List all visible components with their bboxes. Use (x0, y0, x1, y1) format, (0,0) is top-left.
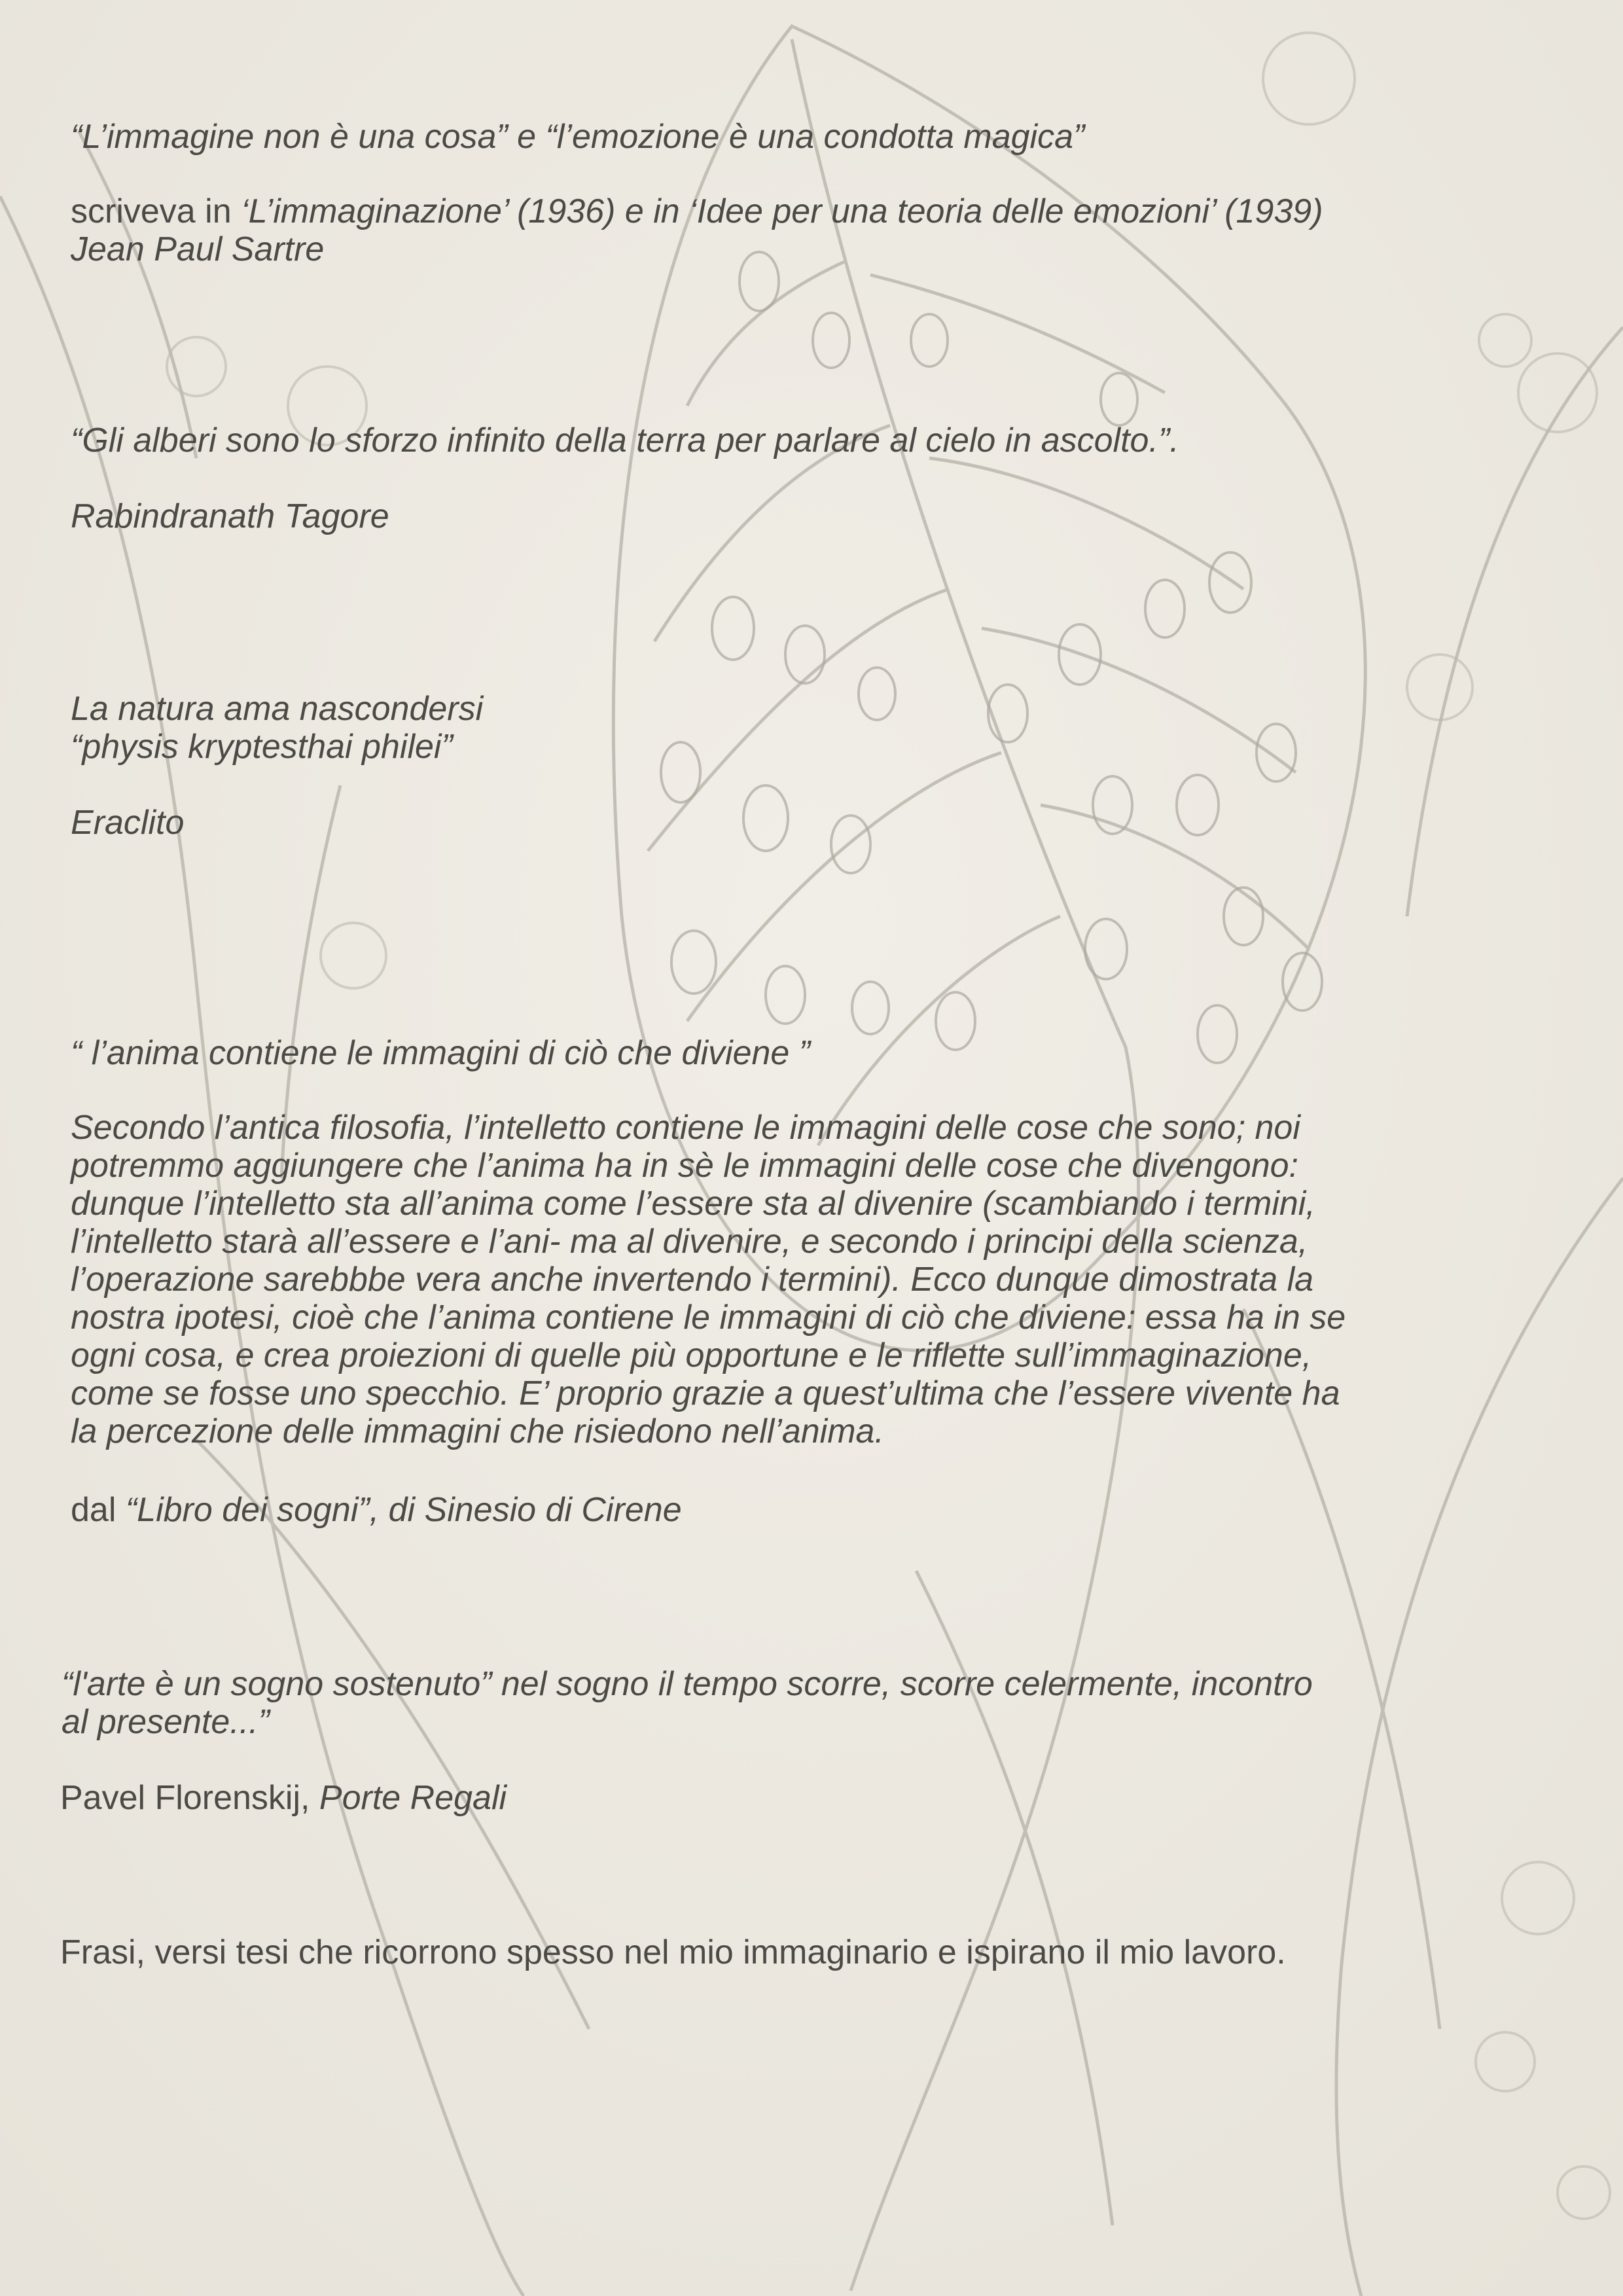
florenskij-author-name: Pavel Florenskij, (60, 1779, 319, 1817)
florenskij-author-work: Porte Regali (319, 1779, 507, 1817)
passage-line: come se fosse uno specchio. E’ proprio grazie a quest’ultima che l’essere vivente ha (71, 1374, 1340, 1412)
tagore-quote: “Gli alberi sono lo sforzo infinito della terra per parlare al cielo in ascolto.”. (71, 422, 1179, 459)
sinesio-source (71, 1491, 682, 1529)
tagore-author: Rabindranath Tagore (71, 497, 389, 535)
sinesio-source-work: “Libro dei sogni”, di Sinesio di Cirene (125, 1491, 682, 1529)
sinesio-passage (71, 1109, 1346, 1450)
passage-line: l’intelletto starà all’essere e l’ani- ma al divenire, e secondo i principi della scienza, (71, 1223, 1308, 1261)
passage-line: ogni cosa, e crea proiezioni di quelle più opportune e le riflette sull’immaginazione, (71, 1336, 1312, 1374)
eraclito-author: Eraclito (71, 804, 185, 842)
florenskij-quote-line-1: “l'arte è un sogno sostenuto” nel sogno il tempo scorre, scorre celermente, incontro (62, 1665, 1313, 1703)
passage-line: potremmo aggiungere che l’anima ha in sè le immagini delle cose che divengono: (71, 1147, 1298, 1185)
passage-line: dunque l’intelletto sta all’anima come l’essere sta al divenire (scambiando i termini, (71, 1185, 1315, 1223)
sartre-source (71, 192, 1323, 230)
eraclito-line-2: “physis kryptesthai philei” (71, 728, 453, 766)
sartre-source-works: ‘L’immaginazione’ (1936) e in ‘Idee per una teoria delle emozioni’ (1939) (241, 192, 1323, 230)
passage-line: Secondo l’antica filosofia, l’intelletto contiene le immagini delle cose che sono; noi (71, 1109, 1300, 1147)
florenskij-author (60, 1779, 507, 1817)
eraclito-line-1: La natura ama nascondersi (71, 690, 484, 728)
sinesio-source-prefix: dal (71, 1491, 126, 1529)
passage-line: nostra ipotesi, cioè che l’anima contiene le immagini di ciò che diviene: essa ha in se (71, 1299, 1346, 1336)
sartre-quote: “L’immagine non è una cosa” e “l’emozione è una condotta magica” (71, 118, 1085, 156)
closing-statement: Frasi, versi tesi che ricorrono spesso nel mio immaginario e ispirano il mio lavoro. (60, 1933, 1286, 1971)
sinesio-quote: “ l’anima contiene le immagini di ciò che diviene ” (71, 1034, 811, 1072)
passage-line: la percezione delle immagini che risiedono nell’anima. (71, 1412, 884, 1450)
passage-line: l’operazione sarebbbe vera anche invertendo i termini). Ecco dunque dimostrata la (71, 1261, 1314, 1299)
sartre-author: Jean Paul Sartre (71, 230, 325, 268)
sartre-source-prefix: scriveva in (71, 192, 241, 230)
florenskij-quote-line-2: al presente...” (62, 1703, 270, 1741)
